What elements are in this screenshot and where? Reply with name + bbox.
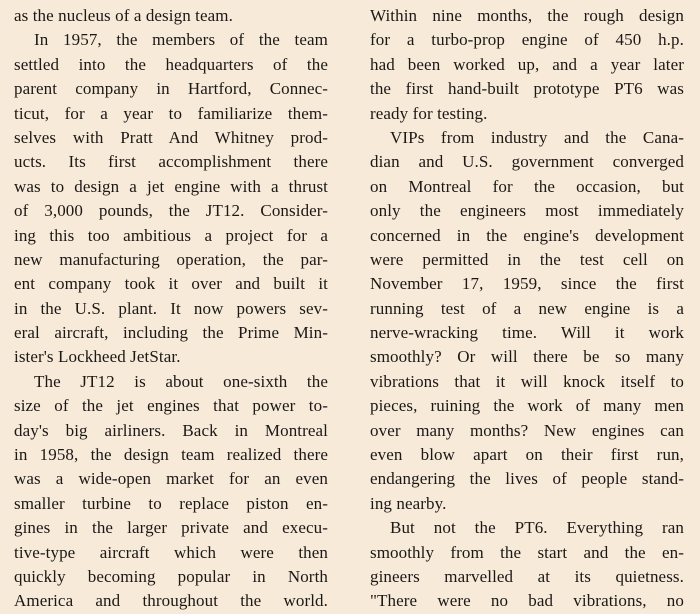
text-line: ister's Lockheed JetStar.	[14, 347, 181, 367]
text-line: ent company took it over and built it	[14, 274, 328, 294]
text-line: were permitted in the test cell on	[370, 249, 684, 269]
text-line: dian and U.S. government converged	[370, 152, 684, 172]
text-line: ing nearby.	[370, 493, 447, 513]
text-line: ticut, for a year to familiarize them-	[14, 103, 328, 123]
text-line: VIPs from industry and the Cana-	[390, 127, 684, 147]
text-line: was a wide-open market for an even	[14, 469, 328, 489]
text-line: The JT12 is about one-sixth the	[34, 371, 328, 391]
text-line: ing this too ambitious a project for a	[14, 225, 328, 245]
text-line: ucts. Its first accomplishment there	[14, 152, 328, 172]
text-line: quickly becoming popular in North	[14, 566, 328, 586]
text-line: vibrations that it will knock itself to	[370, 371, 684, 391]
text-line: selves with Pratt And Whitney prod-	[14, 127, 328, 147]
text-line: gines in the larger private and execu-	[14, 518, 328, 538]
text-line: smoothly from the start and the en-	[370, 542, 684, 562]
text-line: "There were no bad vibrations, no	[370, 591, 684, 611]
text-line: running test of a new engine is a	[370, 298, 684, 318]
text-line: of 3,000 pounds, the JT12. Consider-	[14, 201, 328, 221]
text-line: size of the jet engines that power to-	[14, 396, 328, 416]
text-line: in the U.S. plant. It now powers sev-	[14, 298, 328, 318]
text-line: was to design a jet engine with a thrust	[14, 176, 328, 196]
text-line: in 1958, the design team realized there	[14, 445, 328, 465]
text-line: ready for testing.	[370, 103, 488, 123]
text-line: November 17, 1959, since the first	[370, 274, 684, 294]
text-line: new manufacturing operation, the par-	[14, 249, 328, 269]
text-line: endangering the lives of people stand-	[370, 469, 684, 489]
text-line: Within nine months, the rough design	[370, 6, 684, 25]
text-line: tive-type aircraft which were then	[14, 542, 328, 562]
right-column	[370, 4, 684, 614]
left-column	[14, 4, 328, 614]
text-line: parent company in Hartford, Connec-	[14, 79, 328, 99]
text-line: eral aircraft, including the Prime Min-	[14, 323, 328, 343]
text-line: In 1957, the members of the team	[34, 30, 328, 50]
text-line: concerned in the engine's development	[370, 225, 684, 245]
text-line: had been worked up, and a year later	[370, 54, 684, 74]
text-line: as the nucleus of a design team.	[14, 6, 233, 25]
text-line: for a turbo-prop engine of 450 h.p.	[370, 30, 684, 50]
text-line: nerve-wracking time. Will it work	[370, 323, 684, 343]
text-line: even blow apart on their first run,	[370, 445, 684, 465]
text-line: over many months? New engines can	[370, 420, 684, 440]
text-line: smaller turbine to replace piston en-	[14, 493, 328, 513]
text-line: smoothly? Or will there be so many	[370, 347, 684, 367]
text-line: pieces, ruining the work of many men	[370, 396, 684, 416]
text-line: only the engineers most immediately	[370, 201, 684, 221]
text-line: settled into the headquarters of the	[14, 54, 328, 74]
text-line: on Montreal for the occasion, but	[370, 176, 684, 196]
text-line: But not the PT6. Everything ran	[390, 518, 684, 538]
text-line: day's big airliners. Back in Montreal	[14, 420, 328, 440]
text-line: the first hand-built prototype PT6 was	[370, 79, 684, 99]
text-line: gineers marvelled at its quietness.	[370, 566, 684, 586]
text-line: America and throughout the world.	[14, 591, 328, 611]
